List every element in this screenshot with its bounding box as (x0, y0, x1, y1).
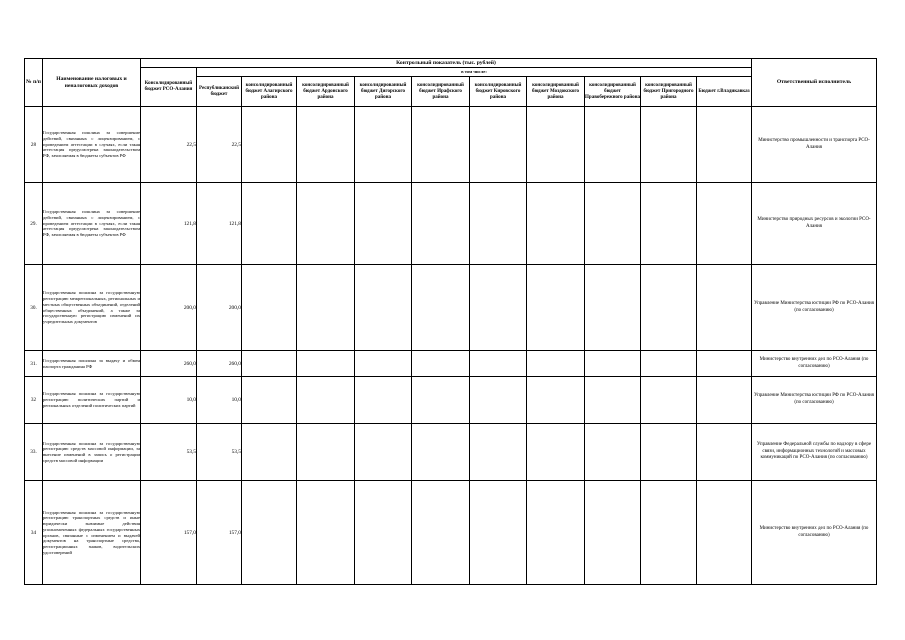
row-rep-value: 121,8 (197, 183, 242, 265)
revenue-control-table (24, 58, 877, 585)
table-row (25, 424, 877, 481)
empty-budget-cell (697, 107, 752, 183)
empty-budget-cell (242, 107, 297, 183)
budget-document-page (24, 58, 876, 592)
row-name: Государственная пошлина за государственную регистрацию политических партий и региональных отделений политических партий (43, 377, 141, 424)
empty-budget-cell (355, 377, 412, 424)
row-num: 31. (25, 351, 43, 377)
header-kirov: консолидированный бюджет Кировского района (470, 77, 527, 107)
header-cons-total: Консолидированный бюджет РСО-Алания (141, 68, 197, 107)
empty-budget-cell (412, 265, 470, 351)
empty-budget-cell (470, 377, 527, 424)
empty-budget-cell (355, 265, 412, 351)
table-row (25, 183, 877, 265)
table-row (25, 265, 877, 351)
row-cons-value: 200,0 (141, 265, 197, 351)
empty-budget-cell (641, 107, 697, 183)
row-cons-value: 22,5 (141, 107, 197, 183)
header-republic: Республиканский бюджет (197, 77, 242, 107)
empty-budget-cell (242, 424, 297, 481)
row-num: 29. (25, 183, 43, 265)
row-executor: Управление Министерства юстиции РФ по РСО-Алания (по согласованию) (752, 377, 877, 424)
header-control: Контрольный показатель (тыс. рублей) (141, 59, 752, 68)
empty-budget-cell (412, 107, 470, 183)
header-alagir: консолидированный бюджет Алагирского района (242, 77, 297, 107)
empty-budget-cell (297, 481, 355, 585)
empty-budget-cell (412, 481, 470, 585)
empty-budget-cell (697, 183, 752, 265)
empty-budget-cell (585, 481, 641, 585)
empty-budget-cell (585, 424, 641, 481)
empty-budget-cell (641, 183, 697, 265)
row-rep-value: 157,0 (197, 481, 242, 585)
table-row (25, 107, 877, 183)
empty-budget-cell (297, 424, 355, 481)
empty-budget-cell (697, 481, 752, 585)
row-rep-value: 260,0 (197, 351, 242, 377)
empty-budget-cell (527, 481, 585, 585)
row-name: Государственная пошлина за выдачу и обмен паспорта гражданина РФ (43, 351, 141, 377)
row-rep-value: 22,5 (197, 107, 242, 183)
empty-budget-cell (697, 351, 752, 377)
empty-budget-cell (641, 351, 697, 377)
empty-budget-cell (527, 351, 585, 377)
empty-budget-cell (355, 107, 412, 183)
row-executor: Управление Министерства юстиции РФ по РСО-Алания (по согласованию) (752, 265, 877, 351)
row-cons-value: 260,0 (141, 351, 197, 377)
empty-budget-cell (412, 183, 470, 265)
empty-budget-cell (355, 481, 412, 585)
empty-budget-cell (697, 265, 752, 351)
row-num: 30. (25, 265, 43, 351)
empty-budget-cell (242, 265, 297, 351)
empty-budget-cell (585, 183, 641, 265)
empty-budget-cell (527, 424, 585, 481)
empty-budget-cell (242, 183, 297, 265)
row-executor: Министерство промышленности и транспорта РСО-Алания (752, 107, 877, 183)
header-executor: Ответственный исполнитель (752, 59, 877, 107)
empty-budget-cell (641, 481, 697, 585)
table-row (25, 351, 877, 377)
row-name: Государственная пошлина за государственную регистрацию средств массовой информации, за внесение изменений в запись о регистрации средств массовой информации (43, 424, 141, 481)
header-name: Наименование налоговых и неналоговых доходов (43, 59, 141, 107)
header-vlad: Бюджет г.Владикавказ (697, 77, 752, 107)
row-name: Государственная пошлина за государственную регистрацию транспортных средств и иные юридически значимые действия уполномоченных федеральных государственных органов, связанные с изменением и выдачей документов на транспортные средства, регистрационных знаков, водительских удостоверений (43, 481, 141, 585)
empty-budget-cell (355, 351, 412, 377)
empty-budget-cell (297, 183, 355, 265)
empty-budget-cell (470, 183, 527, 265)
empty-budget-cell (470, 107, 527, 183)
empty-budget-cell (585, 265, 641, 351)
row-executor: Министерство природных ресурсов и экологии РСО-Алания (752, 183, 877, 265)
table-row (25, 377, 877, 424)
empty-budget-cell (641, 265, 697, 351)
empty-budget-cell (585, 377, 641, 424)
empty-budget-cell (297, 265, 355, 351)
empty-budget-cell (585, 351, 641, 377)
empty-budget-cell (585, 107, 641, 183)
empty-budget-cell (641, 377, 697, 424)
header-prigor: консолидированный бюджет Пригородного района (641, 77, 697, 107)
row-num: 28 (25, 107, 43, 183)
row-name: Государственная пошлина за совершение действий, связанных с лицензированием, с проведением аттестации в случаях, если такая аттестация предусмотрена законодательством РФ, зачисляемая в бюджеты субъектов РФ (43, 107, 141, 183)
empty-budget-cell (412, 351, 470, 377)
empty-budget-cell (527, 377, 585, 424)
header-pravober: консолидированный бюджет Правобережного района (585, 77, 641, 107)
empty-budget-cell (470, 424, 527, 481)
row-executor: Министерство внутренних дел по РСО-Алания (по согласованию) (752, 351, 877, 377)
empty-budget-cell (355, 424, 412, 481)
row-cons-value: 157,0 (141, 481, 197, 585)
row-executor: Министерство внутренних дел по РСО-Алания (по согласованию) (752, 481, 877, 585)
empty-budget-cell (412, 377, 470, 424)
table-row (25, 481, 877, 585)
empty-budget-cell (355, 183, 412, 265)
empty-budget-cell (641, 424, 697, 481)
empty-budget-cell (470, 265, 527, 351)
row-executor: Управление Федеральной службы по надзору в сфере связи, информационных технологий и массовых коммуникаций по РСО-Алания (по согласованию) (752, 424, 877, 481)
row-name: Государственная пошлина за государственную регистрацию межрегиональных, региональных и местных общественных объединений, отделений общественных объединений, а также за государственную регистрацию изменений их учредительных документов (43, 265, 141, 351)
empty-budget-cell (697, 377, 752, 424)
header-iraf: консолидированный бюджет Ирафского района (412, 77, 470, 107)
empty-budget-cell (527, 183, 585, 265)
empty-budget-cell (242, 377, 297, 424)
header-digor: консолидированный бюджет Дигорского района (355, 77, 412, 107)
empty-budget-cell (527, 107, 585, 183)
row-name: Государственная пошлина за совершение действий, связанных с лицензированием, с проведением аттестации в случаях, если такая аттестация предусмотрена законодательством РФ, зачисляемая в бюджеты субъектов РФ (43, 183, 141, 265)
row-rep-value: 53,5 (197, 424, 242, 481)
header-num: № п/п (25, 59, 43, 107)
empty-budget-cell (297, 107, 355, 183)
header-mozdok: консолидированный бюджет Моздокского района (527, 77, 585, 107)
empty-budget-cell (297, 351, 355, 377)
row-rep-value: 200,0 (197, 265, 242, 351)
row-cons-value: 10,0 (141, 377, 197, 424)
header-including: в том числе: (197, 68, 752, 77)
row-cons-value: 53,5 (141, 424, 197, 481)
row-num: 34 (25, 481, 43, 585)
row-num: 32 (25, 377, 43, 424)
empty-budget-cell (242, 481, 297, 585)
empty-budget-cell (297, 377, 355, 424)
row-cons-value: 121,8 (141, 183, 197, 265)
empty-budget-cell (470, 481, 527, 585)
row-num: 33. (25, 424, 43, 481)
empty-budget-cell (697, 424, 752, 481)
empty-budget-cell (470, 351, 527, 377)
header-ardon: консолидированный бюджет Ардонского района (297, 77, 355, 107)
empty-budget-cell (412, 424, 470, 481)
empty-budget-cell (527, 265, 585, 351)
empty-budget-cell (242, 351, 297, 377)
row-rep-value: 10,0 (197, 377, 242, 424)
